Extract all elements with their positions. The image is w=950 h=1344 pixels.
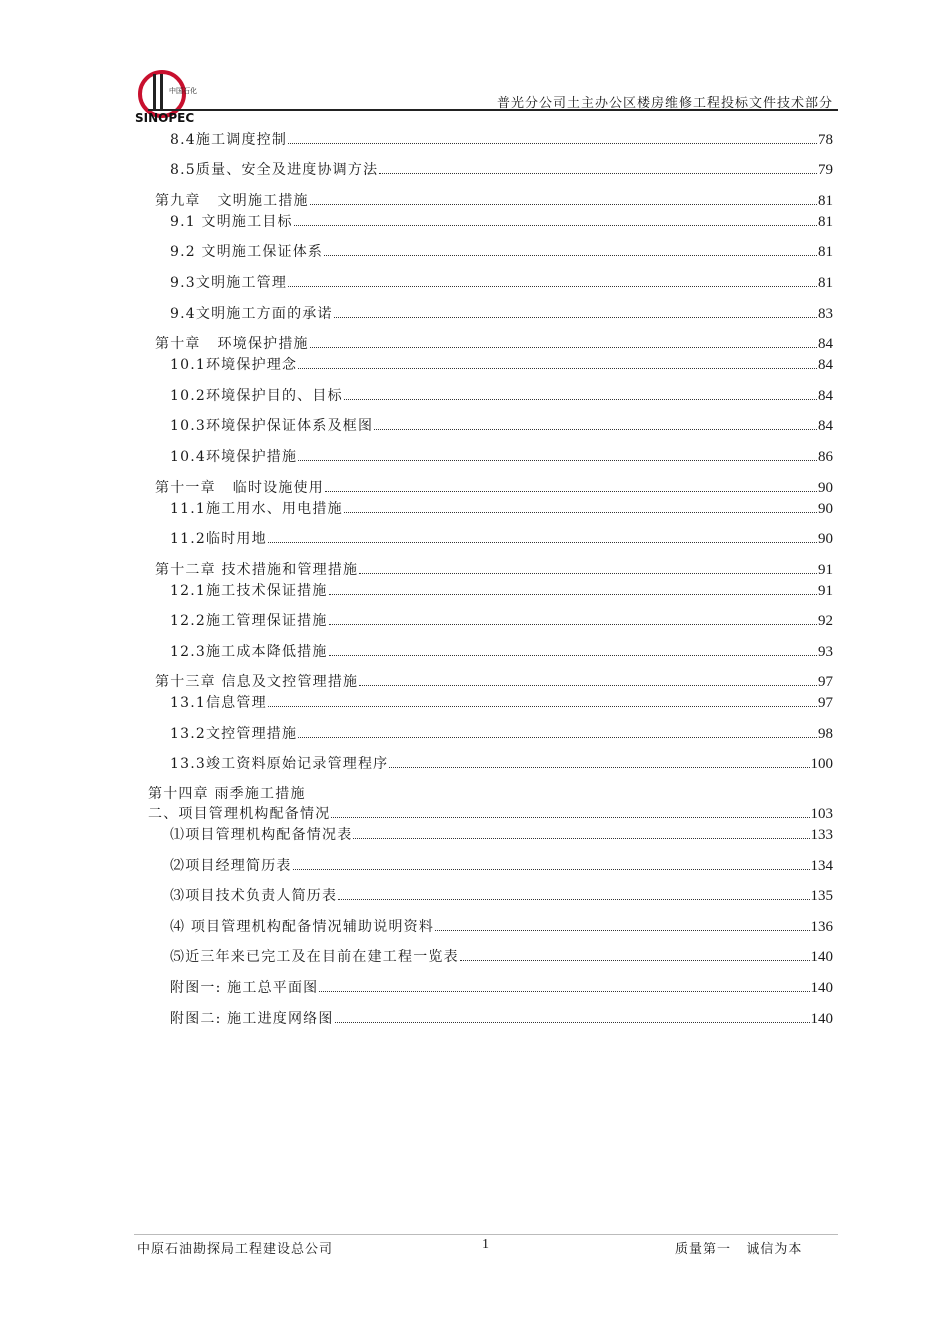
header-rule bbox=[148, 109, 838, 111]
toc-dot-leader bbox=[319, 991, 809, 992]
toc-entry[interactable] bbox=[170, 581, 833, 599]
toc-entry-page: 103 bbox=[810, 806, 833, 822]
toc-entry-label: 10.4环境保护措施 bbox=[170, 449, 298, 465]
toc-entry-label: 10.3环境保护保证体系及框图 bbox=[170, 418, 374, 434]
toc-dot-leader bbox=[310, 347, 817, 348]
toc-entry[interactable] bbox=[170, 1009, 833, 1027]
toc-entry-page: 135 bbox=[810, 888, 833, 904]
toc-entry-page: 92 bbox=[818, 613, 833, 629]
toc-entry-label: 9.2 文明施工保证体系 bbox=[170, 244, 324, 260]
toc-dot-leader bbox=[329, 594, 817, 595]
toc-entry[interactable] bbox=[170, 754, 833, 772]
toc-entry[interactable] bbox=[170, 642, 833, 660]
toc-dot-leader bbox=[334, 317, 817, 318]
toc-dot-leader bbox=[338, 899, 809, 900]
toc-dot-leader bbox=[379, 173, 817, 174]
toc-entry-label: 第十三章 信息及文控管理措施 bbox=[155, 674, 359, 690]
toc-entry-label: 12.3施工成本降低措施 bbox=[170, 644, 328, 660]
toc-dot-leader bbox=[325, 491, 817, 492]
toc-entry-label: 12.1施工技术保证措施 bbox=[170, 583, 328, 599]
toc-entry-label: 9.1 文明施工目标 bbox=[170, 214, 293, 230]
toc-entry[interactable] bbox=[170, 355, 833, 373]
toc-entry-page: 86 bbox=[818, 449, 833, 465]
toc-dot-leader bbox=[298, 737, 817, 738]
toc-dot-leader bbox=[344, 512, 817, 513]
toc-entry[interactable] bbox=[170, 447, 833, 465]
toc-entry-label: ⑶项目技术负责人简历表 bbox=[170, 888, 338, 904]
toc-dot-leader bbox=[298, 460, 817, 461]
toc-entry-page: 140 bbox=[810, 980, 833, 996]
toc-entry-page: 90 bbox=[818, 531, 833, 547]
toc-dot-leader bbox=[335, 1022, 810, 1023]
toc-entry-label: 第十章 环境保护措施 bbox=[155, 336, 309, 352]
toc-entry-page: 100 bbox=[810, 756, 833, 772]
toc-entry[interactable] bbox=[155, 560, 833, 578]
toc-dot-leader bbox=[268, 706, 817, 707]
toc-dot-leader bbox=[329, 655, 817, 656]
footer-rule bbox=[134, 1234, 838, 1235]
toc-entry-page: 79 bbox=[818, 162, 833, 178]
toc-dot-leader bbox=[298, 368, 817, 369]
header-title: 普光分公司土主办公区楼房维修工程投标文件技术部分 bbox=[496, 96, 833, 111]
toc-entry[interactable] bbox=[170, 242, 833, 260]
chapter-14-heading: 第十四章 雨季施工措施 bbox=[148, 786, 306, 802]
toc-entry[interactable] bbox=[170, 947, 833, 965]
toc-dot-leader bbox=[374, 429, 817, 430]
toc-entry-label: 8.5质量、安全及进度协调方法 bbox=[170, 162, 379, 178]
toc-entry[interactable] bbox=[155, 672, 833, 690]
toc-dot-leader bbox=[344, 399, 817, 400]
logo-text: SINOPEC bbox=[135, 111, 195, 125]
toc-entry[interactable] bbox=[170, 386, 833, 404]
toc-entry-page: 98 bbox=[818, 726, 833, 742]
toc-dot-leader bbox=[460, 960, 810, 961]
toc-entry-page: 136 bbox=[810, 919, 833, 935]
toc-entry[interactable] bbox=[170, 499, 833, 517]
toc-entry-label: 9.3文明施工管理 bbox=[170, 275, 288, 291]
toc-dot-leader bbox=[288, 143, 817, 144]
toc-entry[interactable] bbox=[170, 529, 833, 547]
toc-entry[interactable] bbox=[170, 611, 833, 629]
toc-entry[interactable] bbox=[170, 130, 833, 148]
toc-entry-page: 81 bbox=[818, 214, 833, 230]
toc-entry[interactable] bbox=[170, 693, 833, 711]
toc-entry[interactable] bbox=[155, 478, 833, 496]
toc-entry[interactable] bbox=[148, 804, 833, 822]
toc-dot-leader bbox=[324, 255, 817, 256]
toc-entry-page: 134 bbox=[810, 858, 833, 874]
toc-entry[interactable] bbox=[170, 212, 833, 230]
footer-page-number: 1 bbox=[482, 1237, 489, 1252]
toc-entry-label: 第十一章 临时设施使用 bbox=[155, 480, 324, 496]
toc-entry-label: 13.3竣工资料原始记录管理程序 bbox=[170, 756, 389, 772]
toc-entry[interactable] bbox=[170, 416, 833, 434]
toc-entry-label: 附图二: 施工进度网络图 bbox=[170, 1011, 334, 1027]
toc-entry-label: 10.1环境保护理念 bbox=[170, 357, 298, 373]
toc-entry-page: 81 bbox=[818, 193, 833, 209]
toc-entry-page: 91 bbox=[818, 583, 833, 599]
toc-entry-page: 81 bbox=[818, 275, 833, 291]
toc-dot-leader bbox=[353, 838, 809, 839]
logo-cn-text: 中国石化 bbox=[169, 87, 197, 95]
toc-entry-page: 140 bbox=[810, 1011, 833, 1027]
toc-entry[interactable] bbox=[170, 856, 833, 874]
toc-dot-leader bbox=[359, 685, 817, 686]
toc-entry-page: 84 bbox=[818, 336, 833, 352]
toc-dot-leader bbox=[293, 869, 810, 870]
toc-entry-label: 第九章 文明施工措施 bbox=[155, 193, 309, 209]
toc-entry-label: 第十二章 技术措施和管理措施 bbox=[155, 562, 359, 578]
toc-entry[interactable] bbox=[170, 304, 833, 322]
toc-entry-label: 10.2环境保护目的、目标 bbox=[170, 388, 343, 404]
toc-entry-label: 9.4文明施工方面的承诺 bbox=[170, 306, 333, 322]
toc-entry-page: 97 bbox=[818, 695, 833, 711]
sinopec-logo bbox=[133, 70, 197, 126]
toc-entry-page: 91 bbox=[818, 562, 833, 578]
toc-entry[interactable] bbox=[170, 978, 833, 996]
toc-dot-leader bbox=[288, 286, 817, 287]
toc-entry-label: 11.2临时用地 bbox=[170, 531, 267, 547]
toc-entry[interactable] bbox=[170, 917, 833, 935]
footer-slogan: 质量第一 诚信为本 bbox=[675, 1242, 803, 1257]
toc-entry-label: 13.1信息管理 bbox=[170, 695, 267, 711]
toc-dot-leader bbox=[268, 542, 817, 543]
toc-entry-label: 12.2施工管理保证措施 bbox=[170, 613, 328, 629]
toc-entry[interactable] bbox=[170, 825, 833, 843]
toc-entry[interactable] bbox=[170, 886, 833, 904]
toc-entry-page: 81 bbox=[818, 244, 833, 260]
toc-entry[interactable] bbox=[170, 724, 833, 742]
toc-dot-leader bbox=[359, 573, 817, 574]
toc-entry-page: 78 bbox=[818, 132, 833, 148]
toc-entry[interactable] bbox=[155, 334, 833, 352]
toc-entry-label: 11.1施工用水、用电措施 bbox=[170, 501, 343, 517]
toc-entry-page: 84 bbox=[818, 418, 833, 434]
toc-entry-label: ⑸近三年来已完工及在目前在建工程一览表 bbox=[170, 949, 459, 965]
toc-dot-leader bbox=[331, 817, 809, 818]
footer-company: 中原石油勘探局工程建设总公司 bbox=[137, 1242, 334, 1257]
toc-entry[interactable] bbox=[155, 191, 833, 209]
toc-entry-label: ⑷ 项目管理机构配备情况辅助说明资料 bbox=[170, 919, 435, 935]
toc-entry[interactable] bbox=[170, 273, 833, 291]
toc-entry-label: ⑵项目经理简历表 bbox=[170, 858, 292, 874]
toc-entry-page: 90 bbox=[818, 501, 833, 517]
toc-entry-label: 附图一: 施工总平面图 bbox=[170, 980, 319, 996]
toc-entry-page: 133 bbox=[810, 827, 833, 843]
toc-entry-label: ⑴项目管理机构配备情况表 bbox=[170, 827, 353, 843]
toc-dot-leader bbox=[310, 204, 817, 205]
toc-entry-page: 140 bbox=[810, 949, 833, 965]
toc-entry-page: 83 bbox=[818, 306, 833, 322]
toc-dot-leader bbox=[329, 624, 817, 625]
toc-entry-page: 84 bbox=[818, 357, 833, 373]
toc-entry-page: 84 bbox=[818, 388, 833, 404]
toc-entry-label: 二、项目管理机构配备情况 bbox=[148, 806, 331, 822]
toc-dot-leader bbox=[435, 930, 809, 931]
toc-entry-label: 13.2文控管理措施 bbox=[170, 726, 298, 742]
table-of-contents bbox=[0, 128, 950, 1038]
toc-entry-page: 97 bbox=[818, 674, 833, 690]
toc-dot-leader bbox=[389, 767, 809, 768]
toc-dot-leader bbox=[294, 225, 817, 226]
toc-entry-page: 90 bbox=[818, 480, 833, 496]
toc-entry-page: 93 bbox=[818, 644, 833, 660]
toc-entry[interactable] bbox=[170, 160, 833, 178]
toc-entry-label: 8.4施工调度控制 bbox=[170, 132, 288, 148]
